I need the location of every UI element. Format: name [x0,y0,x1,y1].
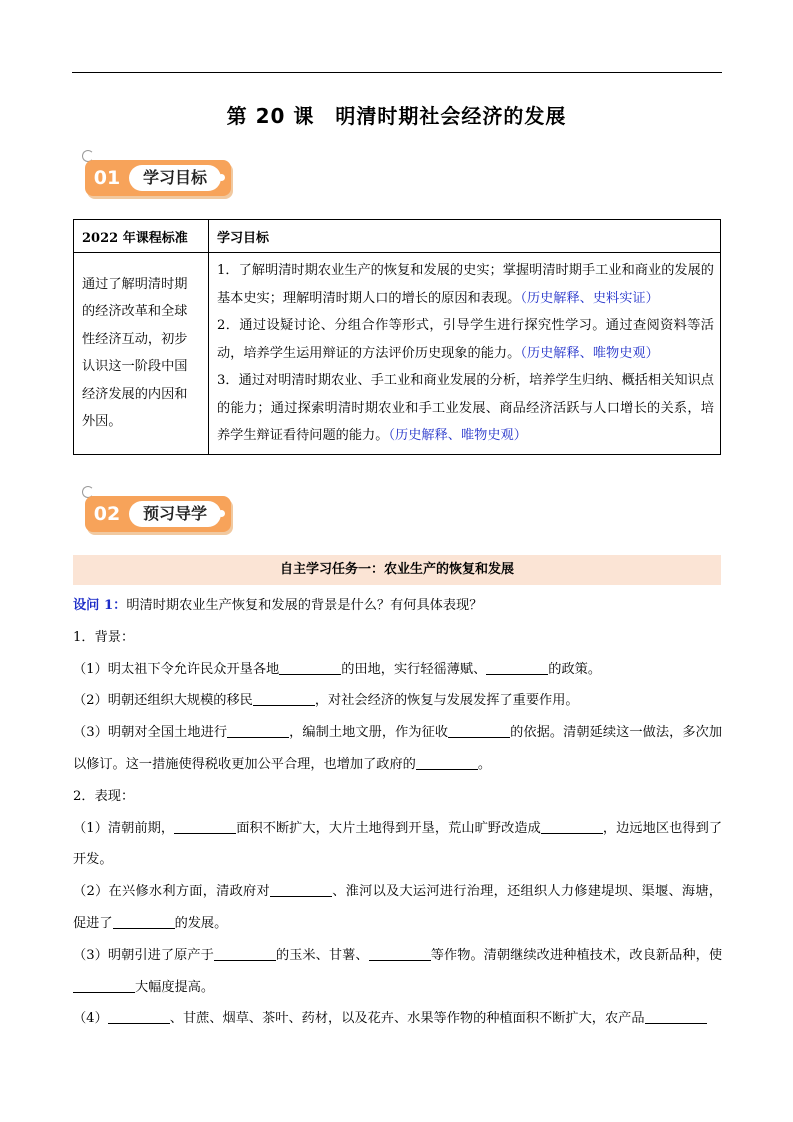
section-label: 预习导学 [129,501,221,527]
goal-text: 2．通过设疑讨论、分组合作等形式，引导学生进行探究性学习。通过查阅资料等活动，培养学生运用辩证的方法评价历史现象的能力。 [217,318,714,361]
learning-goals-table [73,219,721,455]
page-title: 第 20 课 明清时期社会经济的发展 [226,104,567,128]
section-badge-preview [82,486,237,534]
fill-blank[interactable] [645,1009,707,1024]
header-goals: 学习目标 [209,220,721,253]
goal-text: 1．了解明清时期农业生产的恢复和发展的史实；掌握明清时期手工业和商业的发展的基本史实；理解明清时期人口的增长的原因和表现。 [217,263,714,306]
question [73,590,722,622]
badge-pill [85,496,231,532]
goals-cell [209,253,721,455]
fill-blank[interactable] [486,660,548,675]
goal-item [217,257,714,312]
task-title-bar: 自主学习任务一：农业生产的恢复和发展 [73,555,721,585]
section-label: 学习目标 [129,165,221,191]
section-number: 02 [93,503,121,525]
background-item-3: （3）明朝对全国土地进行 ，编制土地文册，作为征收 的依据。清朝延续这一做法，多次加以修订。这一措施使得税收更加公平合理，也增加了政府的 。 [73,725,723,772]
fill-blank[interactable] [108,1009,170,1024]
background-item-1: （1）明太祖下令允许民众开垦各地 的田地，实行轻徭薄赋、 的政策。 [73,661,602,677]
goal-item [217,367,714,450]
fill-blank[interactable] [214,946,276,961]
fill-blank[interactable] [541,819,603,834]
performance-heading: 2．表现： [73,788,135,804]
fill-blank[interactable] [448,723,510,738]
fill-blank[interactable] [253,691,315,706]
fill-blank[interactable] [73,978,135,993]
task-body [73,590,722,1035]
question-text: 明清时期农业生产恢复和发展的背景是什么？有何具体表现？ [126,598,483,613]
standard-cell: 通过了解明清时期的经济改革和全球性经济互动，初步认识这一阶段中国经济发展的内因和外因。 [74,253,209,455]
table-header-row [74,220,721,253]
competency-tag: （历史解释、唯物史观） [520,345,659,361]
fill-blank[interactable] [113,914,175,929]
dot-icon [218,510,225,517]
competency-tag: （历史解释、史料实证） [520,290,659,306]
performance-item-1: （1）清朝前期， 面积不断扩大，大片土地得到开垦，荒山旷野改造成 ，边远地区也得到了开发。 [73,820,723,868]
performance-item-2: （2）在兴修水利方面，清政府对 、淮河以及大运河进行治理，还组织人力修建堤坝、渠堰、海塘，促进了 的发展。 [73,884,722,931]
goal-item [217,312,714,367]
section-badge-learning-goals [82,150,237,198]
header-standard: 2022 年课程标准 [74,220,209,253]
background-heading: 1．背景： [73,629,135,645]
badge-pill [85,160,231,196]
fill-blank[interactable] [416,755,478,770]
performance-item-4: （4） 、甘蔗、烟草、茶叶、药材，以及花卉、水果等作物的种植面积不断扩大，农产品 [73,1003,722,1035]
fill-blank[interactable] [270,882,332,897]
fill-blank[interactable] [279,660,341,675]
section-number: 01 [93,167,121,189]
performance-item-3: （3）明朝引进了原产于 的玉米、甘薯、 等作物。清朝继续改进种植技术，改良新品种，使大幅度提高。 [73,947,723,995]
fill-blank[interactable] [369,946,431,961]
header-rule [72,72,722,73]
dot-icon [218,174,225,181]
question-label: 设问 1： [73,598,127,613]
table-row [74,253,721,455]
fill-blank[interactable] [227,723,289,738]
competency-tag: （历史解释、唯物史观） [388,428,527,443]
fill-blank[interactable] [174,819,236,834]
background-item-2: （2）明朝还组织大规模的移民 ，对社会经济的恢复与发展发挥了重要作用。 [73,693,579,709]
goal-text: 3．通过对明清时期农业、手工业和商业发展的分析，培养学生归纳、概括相关知识点的能力；通过探索明清时期农业和手工业发展、商品经济活跃与人口增长的关系，培养学生辩证看待问题的能力。 [217,373,714,443]
